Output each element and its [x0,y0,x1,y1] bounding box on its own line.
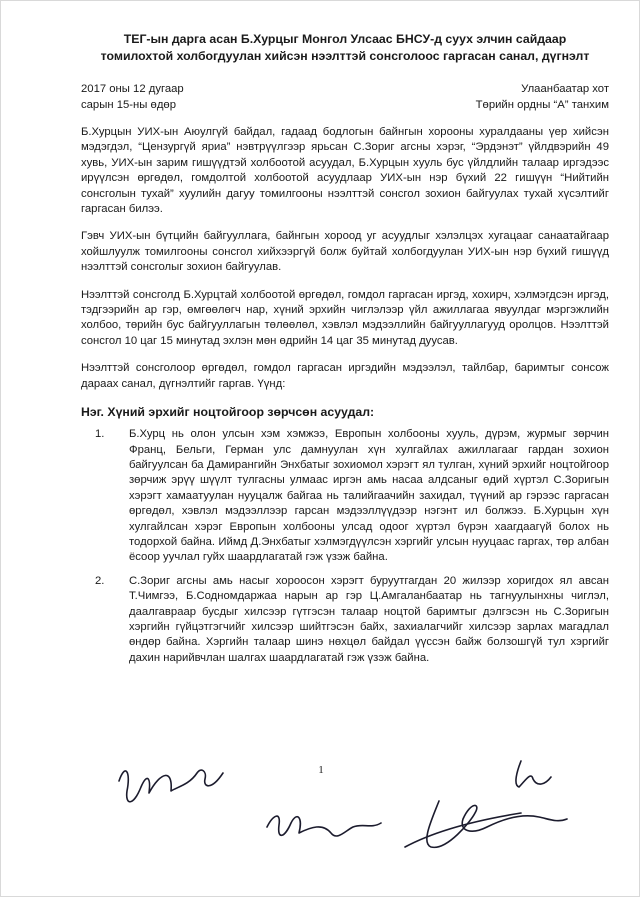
page-number: 1 [318,764,324,776]
document-date [81,81,184,113]
place-line-2: Төрийн ордны “А” танхим [475,99,609,111]
title-line-1: ТЕГ-ын дарга асан Б.Хурцыг Монгол Улсаас БНСУ-д суух элчин сайдаар [123,32,567,46]
place-line-1: Улаанбаатар хот [521,83,609,95]
list-item-number: 1. [95,428,105,441]
date-line-2: сарын 15-ны өдөр [81,99,176,111]
paragraph: Нээлттэй сонсголд Б.Хурцтай холбоотой өргөдөл, гомдол гаргасан иргэд, хохирч, хэлмэгдсэн иргэд, тэдгээрийн ар гэр, өмгөөлөгч нар, хүний эрхийн чиглэлээр үйл ажиллагаа явуулдаг мэргэжлийн холбоо, төрийн бус байгууллагын төлөөлөл, хэвлэл мэдээллийн байгууллагууд оролцов. Нээлттэй сонсгол 10 цаг 15 минутад эхлэн мөн өдрийн 14 цаг 35 минутад дуусав. [81,288,609,347]
signature-4-flourish [405,813,521,847]
numbered-list [81,427,609,666]
paragraph: Нээлттэй сонсголоор өргөдөл, гомдол гаргасан иргэдийн мэдээлэл, тайлбар, баримтыг сонсож дараах санал, дүгнэлтийг гаргав. Үүнд: [81,362,609,390]
document-place [476,81,609,113]
document-title [81,31,609,65]
document-body [81,31,609,666]
section-heading: Нэг. Хүний эрхийг ноцтойгоор зөрчсөн асуудал: [81,405,375,420]
list-item-text: Б.Хурц нь олон улсын хэм хэмжээ, Европын холбооны хууль, дүрэм, журмыг зөрчин Франц, Бельги, Герман улс дамнуулан хүн хулгайлах ажиллагааг гардан зохион байгуулсан ба Дамирангийн Энхбатыг зохиомол хэрэгт ял тулган, хүний эрхийг ноцтойгоор зөрчиж эрүү шүүлт тулгасны улмаас иргэн амь насаа алдсаныг өдий хүртэл С.Зоригын хэрэгт хамаатуулан нууцалж байгаа нь талийгаачийн захидал, түүний ар гэрээс гаргасан өргөдөл, хэвлэл мэдээллээр гарсан мэдээллүүдээр нэгэнт ил болжээ. Б.Хурцын хүн хулгайлсан хэрэг Европын холбооны улсад одоог хүртэл бүрэн хаагдаагүй болох нь тодорхой байна. Иймд Д.Энхбатыг хэлмэгдүүлсэн хэргийг улсын нууцаас гаргах, төр албан ёсоор уучлал гуйх шаардлагатай гэж үзэж байна. [129,428,609,564]
date-line-1: 2017 оны 12 дугаар [81,83,184,95]
paragraph: Гэвч УИХ-ын бүтцийн байгууллага, байнгын хороод уг асуудлыг хэлэлцэх хугацааг санаатайгаар хойшлуулж томилгооны сонсгол хийхээргүй болж буйтай холбогдуулан УИХ-ын нэр бүхий гишүүд нээлттэй сонсголыг зохион байгуулав. [81,230,609,274]
signature-3 [267,816,381,836]
signature-4 [427,801,567,847]
list-item-text: С.Зориг агсны амь насыг хороосон хэрэгт буруутгагдан 20 жилээр хоригдох ял авсан Т.Чимгээ, Б.Содномдаржаа нарын ар гэр Ц.Амгаланбаатар нь тагнуулынхны чиглэл, даалгавраар бусдыг хилсээр гүтгэсэн талаар ноцтой баримтыг дэлгэсэн нь С.Зоригын хэргийн гүйцэтгэгчийг хилсээр шийтгэсэн байх, захиалагчийг хилсээр зарлах магадлал өндөр байна. Хэргийн талаар шинэ нөхцөл байдал үүссэн байж болзошгүй тул хэргийг дахин нарийвчлан шалгах шаардлагатай гэж үзэж байна. [129,574,609,664]
title-line-2: томилохтой холбогдуулан хийсэн нээлттэй сонсголоос гаргасан санал, дүгнэлт [100,49,590,63]
list-item [81,427,609,566]
list-item-number: 2. [95,574,105,587]
paragraph: Б.Хурцын УИХ-ын Аюулгүй байдал, гадаад бодлогын байнгын хорооны хуралдааны үер хийсэн мэдэгдэл, “Цензургүй яриа” нэвтрүүлгээр ярьсан С.Зориг агсны хэрэг, “Эрдэнэт” үйлдвэрийн 49 хувь, УИХ-ын зарим гишүүдтэй холбоотой асуудал, Б.Хурцын хууль бус үйлдлийн талаар иргэдээс ирүүлсэн өргөдөл, гомдолтой холбоотой асуудлаар УИХ-ын нэр бүхий 22 гишүүн “Нийтийн сонсголын тухай” хуулийн дагуу томилгооны нээлттэй сонсгол зохион байгуулах тухай хүсэлтийг гаргасан билээ. [81,126,609,216]
document-meta [81,81,609,113]
list-item [81,574,609,666]
